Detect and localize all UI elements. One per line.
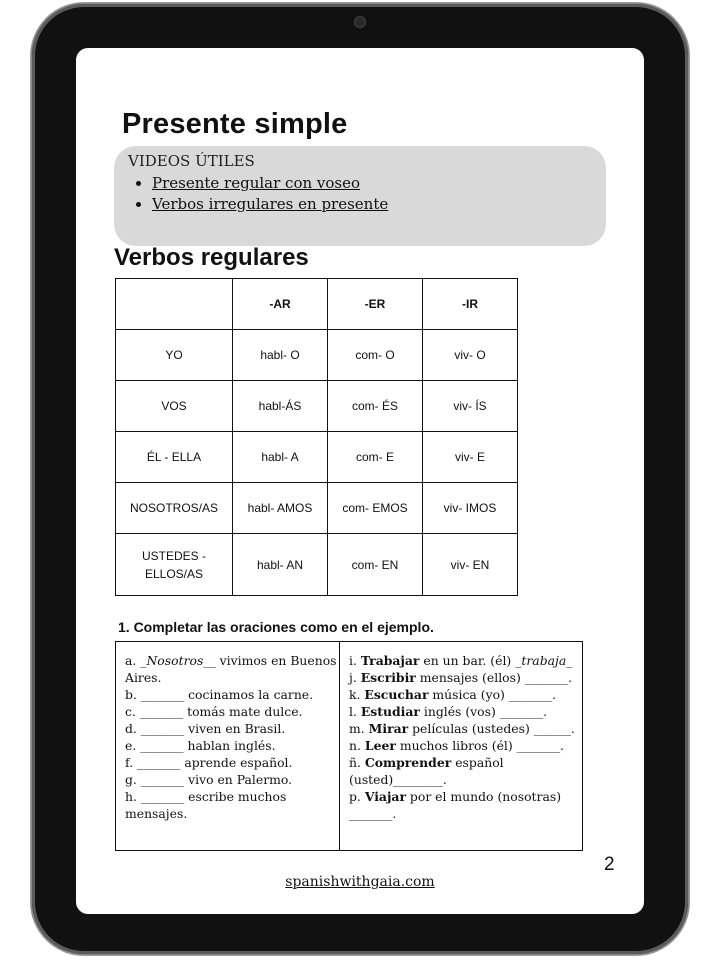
table-header-cell: -IR	[423, 279, 518, 330]
table-row	[116, 483, 518, 534]
exercise-title: 1. Completar las oraciones como en el ejemplo.	[118, 619, 434, 635]
exercise-item-n: n. Leer muchos libros (él) _______.	[349, 738, 564, 753]
page-number: 2	[604, 854, 615, 875]
table-cell: NOSOTROS/AS	[116, 483, 233, 534]
table-header-cell	[116, 279, 233, 330]
table-cell: com- EN	[328, 534, 423, 596]
exercise-item-c: c. _______ tomás mate dulce.	[125, 704, 303, 719]
list-item	[152, 195, 388, 213]
exercise-item-h: h. _______ escribe muchos mensajes.	[125, 789, 287, 821]
table-cell: com- O	[328, 330, 423, 381]
section-title: Verbos regulares	[114, 244, 309, 271]
camera-icon	[354, 16, 366, 28]
exercise-item-a: a. _Nosotros__ vivimos en Buenos Aires.	[125, 653, 337, 685]
exercise-box	[115, 641, 583, 851]
videos-box	[114, 146, 606, 246]
footer-link[interactable]: spanishwithgaia.com	[285, 874, 435, 890]
list-item	[152, 174, 388, 192]
videos-list	[128, 174, 388, 216]
table-cell: VOS	[116, 381, 233, 432]
table-cell: com- EMOS	[328, 483, 423, 534]
table-cell: com- ÉS	[328, 381, 423, 432]
table-cell: habl- AN	[233, 534, 328, 596]
table-header-row	[116, 279, 518, 330]
videos-heading: VIDEOS ÚTILES	[128, 152, 255, 170]
exercise-item-i: i. Trabajar en un bar. (él) _trabaja_	[349, 653, 573, 668]
exercise-item-b: b. _______ cocinamos la carne.	[125, 687, 314, 702]
exercise-item-p: p. Viajar por el mundo (nosotras) _______.	[349, 789, 562, 821]
exercise-column-left	[125, 652, 337, 822]
table-cell: ÉL - ELLA	[116, 432, 233, 483]
table-row	[116, 330, 518, 381]
table-row	[116, 534, 518, 596]
video-link-verbos-irregulares[interactable]: Verbos irregulares en presente	[152, 195, 389, 213]
video-link-presente-regular[interactable]: Presente regular con voseo	[152, 174, 361, 192]
table-row	[116, 432, 518, 483]
exercise-item-enie: ñ. Comprender español (usted)________.	[349, 755, 504, 787]
exercise-item-l: l. Estudiar inglés (vos) _______.	[349, 704, 548, 719]
conjugation-table	[115, 278, 518, 596]
table-cell: com- E	[328, 432, 423, 483]
table-cell: viv- IMOS	[423, 483, 518, 534]
table-header-cell: -AR	[233, 279, 328, 330]
exercise-column-right	[349, 652, 577, 822]
table-cell: viv- E	[423, 432, 518, 483]
table-cell: USTEDES - ELLOS/AS	[116, 534, 233, 596]
table-cell: habl- O	[233, 330, 328, 381]
exercise-item-g: g. _______ vivo en Palermo.	[125, 772, 293, 787]
document-page	[76, 48, 644, 914]
exercise-item-e: e. _______ hablan inglés.	[125, 738, 276, 753]
table-cell: viv- EN	[423, 534, 518, 596]
table-cell: viv- O	[423, 330, 518, 381]
table-cell: habl- AMOS	[233, 483, 328, 534]
page-title: Presente simple	[122, 108, 348, 140]
exercise-item-m: m. Mirar películas (ustedes) ______.	[349, 721, 575, 736]
table-row	[116, 381, 518, 432]
table-cell: habl-ÁS	[233, 381, 328, 432]
exercise-divider	[339, 642, 340, 850]
table-cell: YO	[116, 330, 233, 381]
exercise-item-k: k. Escuchar música (yo) _______.	[349, 687, 557, 702]
exercise-item-d: d. _______ viven en Brasil.	[125, 721, 286, 736]
table-header-cell: -ER	[328, 279, 423, 330]
exercise-item-j: j. Escribir mensajes (ellos) _______.	[349, 670, 573, 685]
table-cell: habl- A	[233, 432, 328, 483]
exercise-item-f: f. _______ aprende español.	[125, 755, 293, 770]
table-cell: viv- ÍS	[423, 381, 518, 432]
